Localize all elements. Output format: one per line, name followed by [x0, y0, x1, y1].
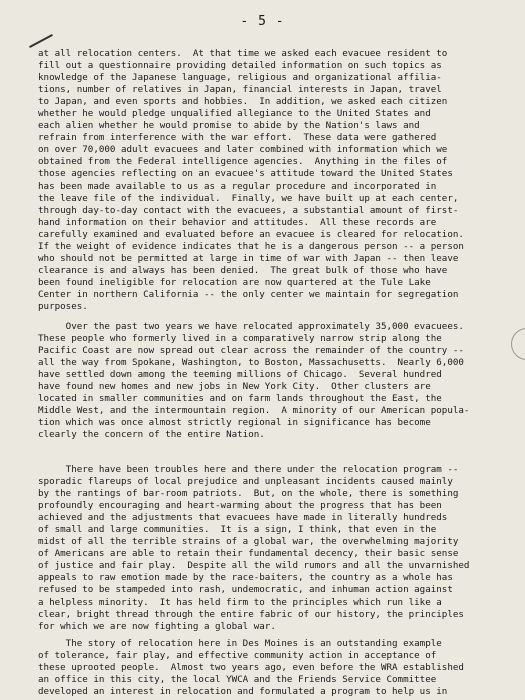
text-line: knowledge of the Japanese language, religious and organizational affilia-	[38, 72, 442, 84]
text-line: has been made available to us as a regular procedure and incorporated in	[38, 180, 437, 192]
text-line: developed an interest in relocation and formulated a program to help us in	[38, 686, 448, 698]
text-line: fill out a questionnaire providing detailed information on such topics as	[38, 60, 442, 72]
text-line: all the way from Spokane, Washington, to Boston, Massachusetts. Nearly 6,000	[38, 357, 464, 369]
text-line: located in smaller communities and on farm lands throughout the East, the	[38, 393, 442, 405]
paragraph-2	[38, 321, 508, 441]
margin-stamp	[511, 328, 525, 360]
text-line: If the weight of evidence indicates that he is a dangerous person -- a person	[38, 240, 464, 252]
text-line: been found ineligible for relocation are now quartered at the Tule Lake	[38, 276, 431, 288]
text-line: Center in northern California -- the only center we maintain for segregation	[38, 288, 459, 300]
text-line: a helpless minority. It has held firm to the principles which run like a	[38, 596, 442, 608]
text-line: midst of all the terrible strains of a global war, the overwhelming majority	[38, 536, 459, 548]
text-line: to Japan, and even sports and hobbies. In addition, we asked each citizen	[38, 96, 448, 108]
pen-mark	[29, 34, 53, 48]
text-line: appeals to raw emotion made by the race-baiters, the country as a whole has	[38, 572, 453, 584]
text-line: of small and large communities. It is a sign, I think, that even in the	[38, 524, 437, 536]
text-line: have settled down among the teeming millions of Chicago. Several hundred	[38, 369, 442, 381]
text-line: these uprooted people. Almost two years ago, even before the WRA established	[38, 662, 464, 674]
text-line: Over the past two years we have relocated approximately 35,000 evacuees.	[38, 321, 464, 332]
text-line: on over 70,000 adult evacuees and later combined with information which we	[38, 144, 448, 156]
text-line: the leave file of the individual. Finally, we have built up at each center,	[38, 192, 459, 204]
paragraph-4	[38, 638, 508, 698]
text-line: refused to be stampeded into rash, undemocratic, and inhuman action against	[38, 584, 453, 596]
text-line: have found new homes and new jobs in New York City. Other clusters are	[38, 381, 431, 393]
text-line: of justice and fair play. Despite all the wild rumors and all the unvarnished	[38, 560, 470, 572]
text-line: by the rantings of bar-room patriots. But, on the whole, there is something	[38, 488, 459, 500]
text-line: These people who formerly lived in a comparatively narrow strip along the	[38, 333, 442, 345]
page-number: - 5 -	[240, 14, 285, 29]
text-line: each alien whether he would promise to abide by the Nation's laws and	[38, 120, 420, 132]
text-line: hand information on their behavior and attitudes. All these records are	[38, 216, 437, 228]
text-line: at all relocation centers. At that time we asked each evacuee resident to	[38, 48, 448, 59]
text-line: for which we are now fighting a global war.	[38, 620, 276, 632]
text-line: tions, number of relatives in Japan, financial interests in Japan, travel	[38, 84, 442, 96]
text-line: an office in this city, the local YWCA and the Friends Service Committee	[38, 674, 437, 686]
text-line: refrain from interference with the war effort. These data were gathered	[38, 132, 437, 144]
text-line: who should not be permitted at large in time of war with Japan -- then leave	[38, 252, 459, 264]
text-line: purposes.	[38, 300, 88, 312]
text-line: Middle West, and the intermountain region. A minority of our American popula-	[38, 405, 470, 417]
text-line: tion which was once almost strictly regional in significance has become	[38, 417, 431, 429]
text-line: obtained from the Federal intelligence agencies. Anything in the files of	[38, 156, 448, 168]
text-line: The story of relocation here in Des Moines is an outstanding example	[38, 638, 442, 649]
text-line: of tolerance, fair play, and effective community action in acceptance of	[38, 650, 437, 662]
text-line: through day-to-day contact with the evacuees, a substantial amount of first-	[38, 204, 459, 216]
text-line: There have been troubles here and there under the relocation program --	[38, 464, 459, 475]
text-line: profoundly encouraging and heart-warming about the progress that has been	[38, 500, 442, 512]
text-line: clearly the concern of the entire Nation.	[38, 429, 265, 441]
text-line: Pacific Coast are now spread out clear across the remainder of the country --	[38, 345, 464, 357]
text-line: of Americans are able to retain their fundamental decency, their basic sense	[38, 548, 459, 560]
text-line: achieved and the adjustments that evacuees have made in literally hundreds	[38, 512, 448, 524]
text-line: sporadic flareups of local prejudice and unpleasant incidents caused mainly	[38, 476, 453, 488]
text-line: carefully examined and evaluated before an evacuee is cleared for relocation.	[38, 228, 464, 240]
paragraph-3	[38, 464, 508, 633]
paragraph-1	[38, 48, 508, 313]
text-line: clearance is and always has been denied. The great bulk of those who have	[38, 264, 448, 276]
text-line: those agencies reflecting on an evacuee's attitude toward the United States	[38, 168, 453, 180]
text-line: clear, bright thread through the entire fabric of our history, the principles	[38, 608, 464, 620]
text-line: whether he would pledge unqualified allegiance to the United States and	[38, 108, 431, 120]
